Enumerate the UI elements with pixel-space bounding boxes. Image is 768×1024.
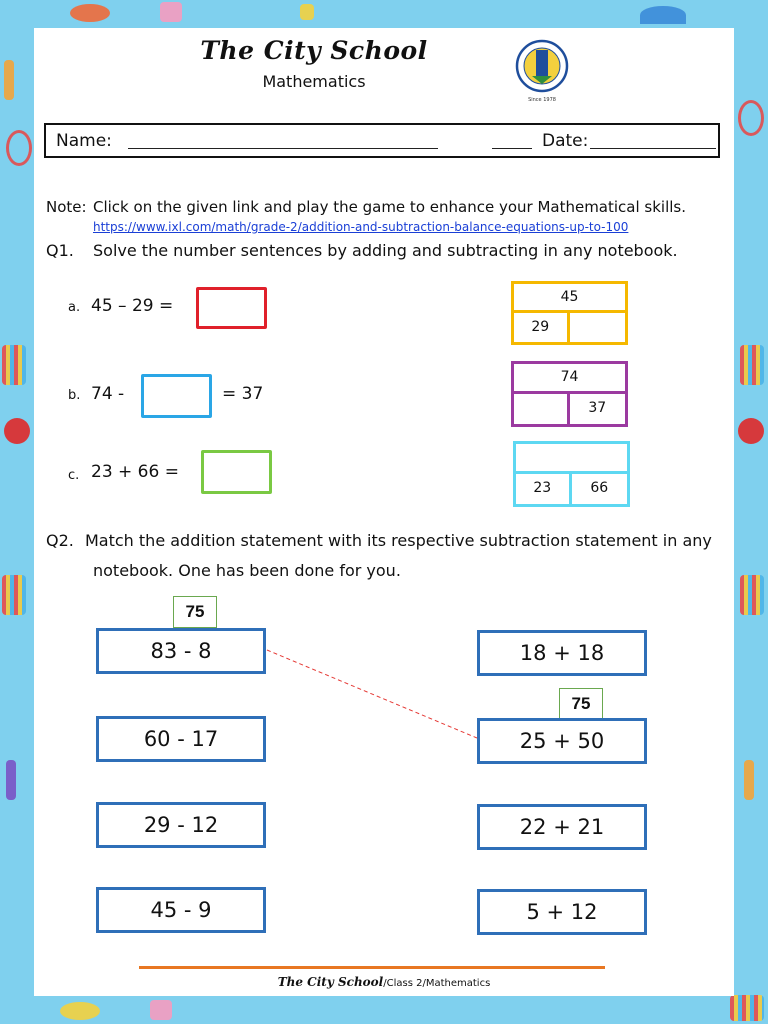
crayon-icon — [60, 1002, 100, 1020]
note-label: Note: — [46, 198, 87, 216]
footer-divider — [139, 966, 605, 969]
bond-2-part-right: 37 — [588, 400, 607, 416]
q2-instruction-line-1: Match the addition statement with its respective subtraction statement in any — [85, 531, 712, 550]
xylophone-icon — [740, 345, 764, 385]
subtraction-statement-4[interactable]: 45 - 9 — [96, 887, 266, 933]
scissors-icon — [738, 100, 764, 136]
pencil-icon — [4, 60, 14, 100]
xylophone-icon — [730, 995, 764, 1021]
addition-statement-4[interactable]: 5 + 12 — [477, 889, 647, 935]
footer-path: /Class 2/Mathematics — [383, 978, 491, 989]
xylophone-icon — [2, 345, 26, 385]
example-match-line — [267, 650, 477, 738]
addition-statement-1[interactable]: 18 + 18 — [477, 630, 647, 676]
paint-icon — [640, 6, 686, 24]
subtraction-statement-2[interactable]: 60 - 17 — [96, 716, 266, 762]
q1-b-expression: 74 - — [91, 384, 125, 404]
block-icon — [160, 2, 182, 22]
q1-c-expression: 23 + 66 = — [91, 462, 179, 482]
block-icon — [150, 1000, 172, 1020]
subtraction-statement-1[interactable]: 83 - 8 — [96, 628, 266, 674]
xylophone-icon — [2, 575, 26, 615]
apple-icon — [4, 418, 30, 444]
footer — [34, 975, 734, 989]
pencil-icon — [6, 760, 16, 800]
bond-3-part-left: 23 — [516, 474, 572, 504]
bond-2-whole: 74 — [514, 364, 625, 394]
subject-title: Mathematics — [262, 72, 366, 91]
school-title: The City School — [200, 36, 428, 65]
crayon-icon — [70, 4, 110, 22]
xylophone-icon — [740, 575, 764, 615]
addition-statement-3[interactable]: 22 + 21 — [477, 804, 647, 850]
block-icon — [300, 4, 314, 20]
pencil-icon — [744, 760, 754, 800]
subtraction-statement-3[interactable]: 29 - 12 — [96, 802, 266, 848]
q1-number: Q1. — [46, 241, 74, 260]
q2-number: Q2. — [46, 531, 74, 550]
name-label: Name: — [56, 131, 112, 151]
example-answer-right: 75 — [559, 688, 603, 720]
note-text: Click on the given link and play the game to enhance your Mathematical skills. — [93, 198, 687, 216]
match-line-layer — [34, 28, 734, 996]
bond-1-whole: 45 — [514, 284, 625, 313]
logo-caption: Since 1978 — [528, 97, 556, 103]
q1-a-expression: 45 – 29 = — [91, 296, 174, 316]
q2-instruction-line-2: notebook. One has been done for you. — [93, 561, 401, 580]
q1-b-result: = 37 — [222, 384, 264, 404]
example-answer-left: 75 — [173, 596, 217, 628]
game-link[interactable]: https://www.ixl.com/math/grade-2/addition-and-subtraction-balance-equations-up-to-100 — [93, 220, 629, 234]
apple-icon — [738, 418, 764, 444]
date-label: Date: — [542, 131, 589, 151]
worksheet-page — [34, 28, 734, 996]
bond-1-part-left: 29 — [514, 313, 570, 342]
q1-b-letter: b. — [68, 388, 81, 403]
q1-c-letter: c. — [68, 468, 80, 483]
q1-instruction: Solve the number sentences by adding and subtracting in any notebook. — [93, 241, 678, 260]
addition-statement-2[interactable]: 25 + 50 — [477, 718, 647, 764]
footer-brand: The City School — [277, 975, 384, 989]
bond-3-part-right: 66 — [590, 480, 609, 496]
q1-a-letter: a. — [68, 300, 81, 315]
scissors-icon — [6, 130, 32, 166]
